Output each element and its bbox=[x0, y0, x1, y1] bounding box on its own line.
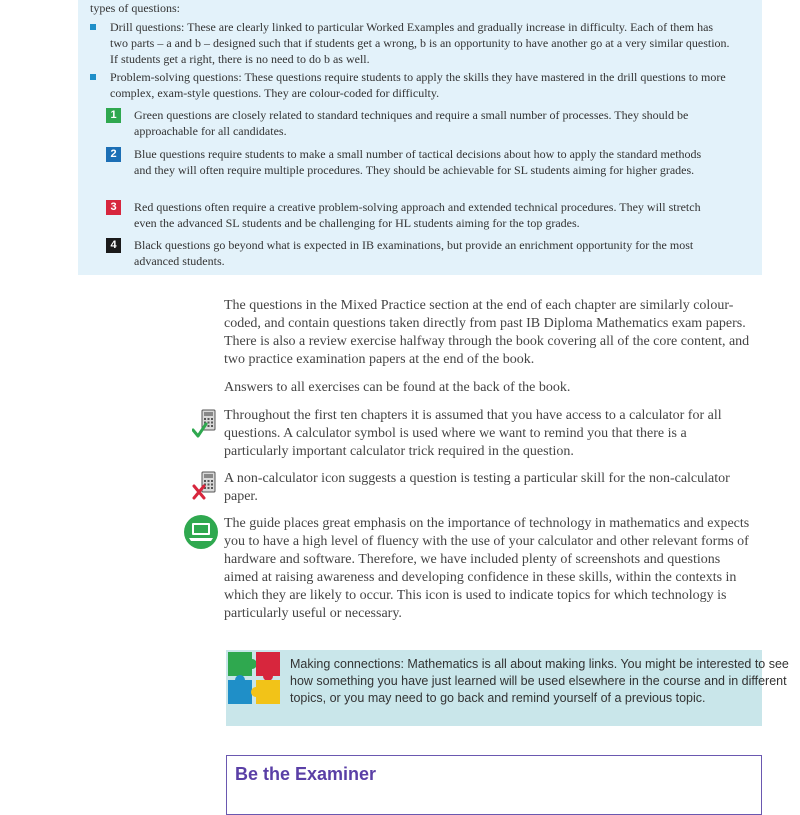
level-black-text: Black questions go beyond what is expected in IB examinations, but provide an enrichment opportunity for the most advanced students. bbox=[134, 238, 694, 268]
making-connections-text: Making connections: Mathematics is all about making links. You might be interested to see how something you have just learned will be used elsewhere in the course and in different topics, or you may need to go back and remind yourself of a previous topic. bbox=[290, 657, 789, 705]
laptop-icon bbox=[183, 514, 219, 555]
intro-line: types of questions: bbox=[90, 1, 180, 15]
non-calculator-paragraph: A non-calculator icon suggests a question is testing a particular skill for the non-calculator paper. bbox=[224, 471, 730, 504]
bullet-drill-text: Drill questions: These are clearly linked to particular Worked Examples and gradually increase in difficulty. Each of them has two parts – a and b – designed such that if students get a wrong, b is an opportunity to have another go at a very similar question. If students get a right, there is no need to do b as well. bbox=[110, 20, 730, 66]
level-blue bbox=[106, 146, 716, 178]
mixed-practice-paragraph: The questions in the Mixed Practice section at the end of each chapter are similarly colour-coded, and contain questions taken directly from past IB Diploma Mathematics exam papers. There is also a review exercise halfway through the book covering all of the core content, and two practice examination papers at the end of the book. bbox=[224, 298, 750, 367]
level-green bbox=[106, 107, 716, 139]
puzzle-icon bbox=[226, 650, 286, 717]
technology-paragraph: The guide places great emphasis on the importance of technology in mathematics and expects you to have a high level of fluency with the use of your calculator and other relevant forms of hardware and software. Therefore, we have included plenty of screenshots and questions aimed at raising awareness and developing confidence in these skills, within the contexts in which they are likely to occur. This icon is used to indicate topics for which technology is particularly useful or necessary. bbox=[224, 516, 750, 621]
level-badge-black: 4 bbox=[106, 238, 121, 253]
calculator-tick-icon bbox=[192, 408, 220, 447]
level-blue-text: Blue questions require students to make a small number of tactical decisions about how to apply the standard methods and they will often require multiple procedures. They should be achievable for SL students aiming for higher grades. bbox=[134, 147, 702, 177]
level-black bbox=[106, 237, 716, 269]
bullet-drill bbox=[90, 19, 730, 67]
level-badge-red: 3 bbox=[106, 200, 121, 215]
level-badge-green: 1 bbox=[106, 108, 121, 123]
level-red bbox=[106, 199, 716, 231]
calculator-paragraph: Throughout the first ten chapters it is assumed that you have access to a calculator for all questions. A calculator symbol is used where we want to remind you that there is a particularly important calculator trick required in the question. bbox=[224, 408, 722, 459]
level-red-text: Red questions often require a creative problem-solving approach and extended technical procedures. They will stretch even the advanced SL students and be challenging for HL students aiming for the top grades. bbox=[134, 200, 701, 230]
level-badge-blue: 2 bbox=[106, 147, 121, 162]
bullet-problem-solving-text: Problem-solving questions: These questions require students to apply the skills they have mastered in the drill questions to more complex, exam-style questions. They are colour-coded for difficulty. bbox=[110, 70, 726, 100]
be-the-examiner-title: Be the Examiner bbox=[235, 764, 377, 784]
answers-paragraph: Answers to all exercises can be found at the back of the book. bbox=[224, 380, 571, 395]
bullet-problem-solving bbox=[90, 69, 730, 101]
calculator-cross-icon bbox=[192, 470, 220, 509]
level-green-text: Green questions are closely related to standard techniques and require a small number of processes. They should be approachable for all candidates. bbox=[134, 108, 689, 138]
bullet-square-icon bbox=[90, 74, 96, 80]
bullet-square-icon bbox=[90, 24, 96, 30]
